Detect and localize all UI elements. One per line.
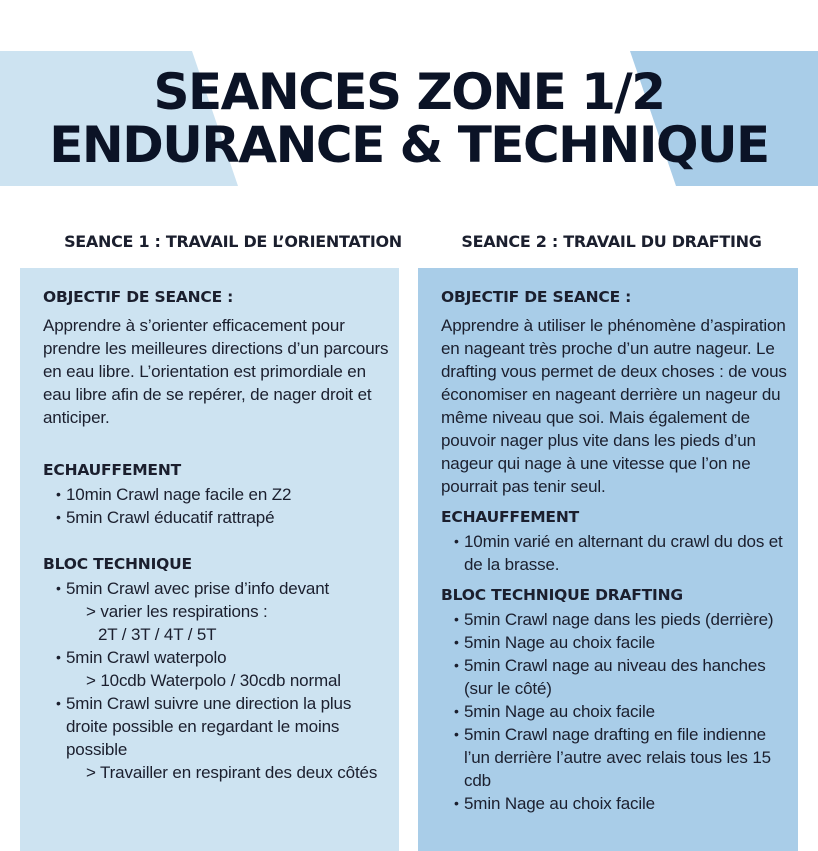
seance1-objectif-title: OBJECTIF DE SEANCE : [43,288,234,306]
list-item-text: 5min Crawl suivre une direction la plus droite possible en regardant le moins possible [66,694,352,759]
seance2-heading: SEANCE 2 : TRAVAIL DU DRAFTING [461,232,762,251]
seance1-bloc-title: BLOC TECHNIQUE [43,555,192,573]
list-item: • 10min varié en alternant du crawl du dos et de la brasse. [441,530,788,576]
page-title-line1: SEANCES ZONE 1/2 [153,63,665,121]
seance1-bloc-list [43,577,389,784]
list-item: • 5min Nage au choix facile [441,792,788,815]
page-title-line2: ENDURANCE & TECHNIQUE [49,116,769,174]
seance1-echauffement-list [43,483,389,529]
list-item-sub2: 2T / 3T / 4T / 5T [98,625,217,644]
list-item: • 5min Crawl nage au niveau des hanches (sur le côté) [441,654,788,700]
seance2-panel [418,268,798,851]
list-item [43,692,389,784]
seance2-echauffement-title: ECHAUFFEMENT [441,508,579,526]
seance2-objectif-title: OBJECTIF DE SEANCE : [441,288,632,306]
seance1-echauffement-title: ECHAUFFEMENT [43,461,181,479]
list-item: • 5min Nage au choix facile [441,631,788,654]
page-title [0,63,818,174]
list-item-text: 5min Crawl waterpolo [66,648,227,667]
seance1-heading: SEANCE 1 : TRAVAIL DE L’ORIENTATION [64,232,402,251]
seance2-bloc-list [441,608,788,815]
list-item [43,646,389,692]
seance2-echauffement-list [441,530,788,576]
list-item-sub: > 10cdb Waterpolo / 30cdb normal [86,671,341,690]
seance2-bloc-title: BLOC TECHNIQUE DRAFTING [441,586,683,604]
list-item-sub: > Travailler en respirant des deux côtés [86,763,378,782]
list-item: • 5min Crawl nage drafting en file indienne l’un derrière l’autre avec relais tous les 15 cdb [441,723,788,792]
list-item: • 5min Crawl éducatif rattrapé [43,506,389,529]
seance1-objectif-text: Apprendre à s’orienter efficacement pour prendre les meilleures directions d’un parcours en eau libre. L’orientation est primordiale en eau libre afin de se repérer, de nager droit et anticiper. [43,316,389,427]
seance2-objectif-text: Apprendre à utiliser le phénomène d’aspiration en nageant très proche d’un autre nageur. Le drafting vous permet de deux choses : de vous économiser en nageant derrière un nageur du même niveau que soi. Mais également de pouvoir nager plus vite dans les pieds d’un nageur qui nage à une vitesse que l’on ne pourrait pas tenir seul. [441,316,787,496]
seance1-panel [20,268,399,851]
list-item [43,577,389,646]
list-item-text: 5min Crawl avec prise d’info devant [66,579,330,598]
list-item: • 5min Crawl nage dans les pieds (derrière) [441,608,788,631]
list-item-sub: > varier les respirations : [86,602,268,621]
list-item: • 10min Crawl nage facile en Z2 [43,483,389,506]
list-item: • 5min Nage au choix facile [441,700,788,723]
